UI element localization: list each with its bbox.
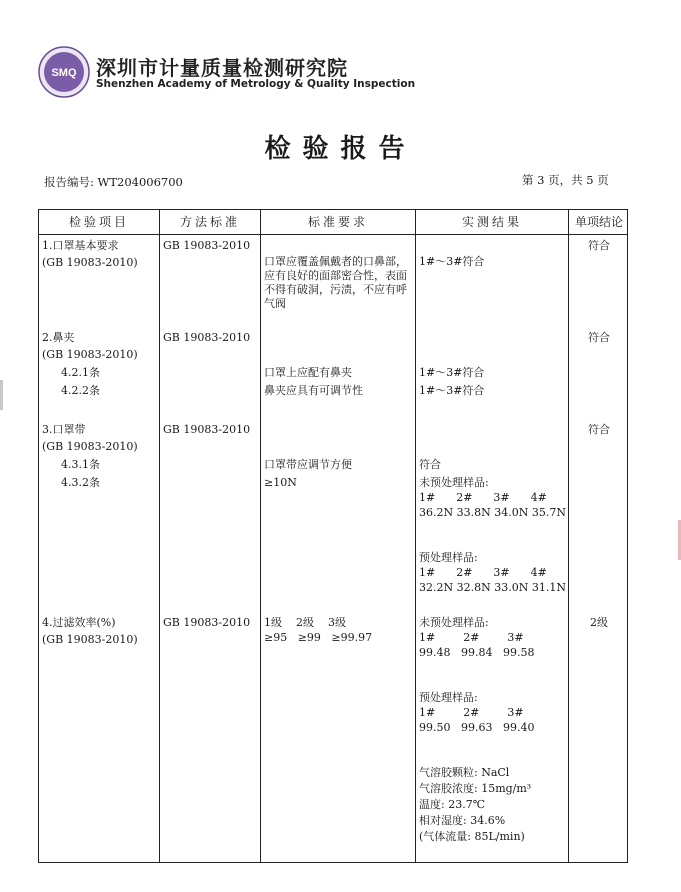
- row2-result-2: 1#～3#符合: [419, 384, 485, 397]
- row4-aerosol-particle: 气溶胶颗粒: NaCl: [419, 766, 510, 779]
- row3-unconditioned-values: 36.2N 33.8N 34.0N 35.7N: [419, 506, 566, 519]
- scan-mark: [0, 380, 3, 410]
- row4-conclusion: 2级: [590, 616, 608, 629]
- row2-method: GB 19083-2010: [163, 331, 251, 344]
- row4-conditioned-ids: 1# 2# 3#: [419, 706, 524, 719]
- row4-humidity: 相对湿度: 34.6%: [419, 814, 506, 827]
- row2-conclusion: 符合: [588, 331, 610, 344]
- column-divider: [159, 210, 160, 862]
- org-name-cn: 深圳市计量质量检测研究院: [96, 56, 348, 80]
- row3-clause-2: 4.3.2条: [61, 476, 100, 489]
- row3-conditioned-ids: 1# 2# 3# 4#: [419, 566, 547, 579]
- row3-item-title: 3.口罩带: [42, 423, 86, 436]
- row2-item-standard: (GB 19083-2010): [42, 348, 138, 361]
- row3-conditioned-values: 32.2N 32.8N 33.0N 31.1N: [419, 581, 566, 594]
- row2-clause-2: 4.2.2条: [61, 384, 100, 397]
- header-method: 方法标准: [179, 215, 240, 229]
- header-conclusion: 单项结论: [574, 215, 623, 229]
- row4-temperature: 温度: 23.7℃: [419, 798, 485, 811]
- header-item: 检验项目: [68, 215, 129, 229]
- row3-unconditioned-ids: 1# 2# 3# 4#: [419, 491, 547, 504]
- row1-requirement: 口罩应覆盖佩戴者的口鼻部，应有良好的面部密合性，表面不得有破洞，污渍，不应有呼气阀: [264, 255, 407, 310]
- row3-result-conform: 符合: [419, 458, 441, 471]
- row4-unconditioned-ids: 1# 2# 3#: [419, 631, 524, 644]
- row3-item-standard: (GB 19083-2010): [42, 440, 138, 453]
- row4-item-title: 4.过滤效率(%): [42, 616, 116, 629]
- row1-conclusion: 符合: [588, 239, 610, 252]
- row3-clause-1: 4.3.1条: [61, 458, 100, 471]
- column-divider: [415, 210, 416, 862]
- org-name-en: Shenzhen Academy of Metrology & Quality Inspection: [96, 78, 416, 90]
- row3-conditioned-label: 预处理样品:: [419, 551, 478, 564]
- row4-aerosol-concentration: 气溶胶浓度: 15mg/m³: [419, 782, 532, 795]
- header-result: 实测结果: [461, 215, 522, 229]
- row1-method: GB 19083-2010: [163, 239, 251, 252]
- row4-grade-labels: 1级 2级 3级: [264, 616, 346, 629]
- row1-result: 1#～3#符合: [419, 255, 485, 268]
- inspection-table: [38, 209, 628, 863]
- row2-requirement-1: 口罩上应配有鼻夹: [264, 366, 352, 379]
- row2-item-title: 2.鼻夹: [42, 331, 75, 344]
- row1-item-title: 1.口罩基本要求: [42, 239, 119, 252]
- row4-conditioned-values: 99.50 99.63 99.40: [419, 721, 535, 734]
- page-info: 第 3 页，共 5 页: [522, 173, 609, 187]
- smq-logo: [38, 46, 90, 98]
- row3-unconditioned-label: 未预处理样品:: [419, 476, 489, 489]
- row4-unconditioned-label: 未预处理样品:: [419, 616, 489, 629]
- header-requirement: 标准要求: [307, 215, 368, 229]
- row4-grade-thresholds: ≥95 ≥99 ≥99.97: [264, 631, 373, 644]
- row4-flow-rate: (气体流量: 85L/min): [419, 830, 525, 843]
- table-header: [39, 210, 627, 235]
- row3-method: GB 19083-2010: [163, 423, 251, 436]
- row4-conditioned-label: 预处理样品:: [419, 691, 478, 704]
- row2-result-1: 1#～3#符合: [419, 366, 485, 379]
- row4-item-standard: (GB 19083-2010): [42, 633, 138, 646]
- report-title: 检验报告: [264, 134, 417, 164]
- logo-text: SMQ: [51, 67, 77, 79]
- row2-requirement-2: 鼻夹应具有可调节性: [264, 384, 363, 397]
- row1-item-standard: (GB 19083-2010): [42, 256, 138, 269]
- report-number: 报告编号: WT204006700: [44, 175, 183, 189]
- row3-conclusion: 符合: [588, 423, 610, 436]
- row4-method: GB 19083-2010: [163, 616, 251, 629]
- column-divider: [568, 210, 569, 862]
- row2-clause-1: 4.2.1条: [61, 366, 100, 379]
- row3-requirement-1: 口罩带应调节方便: [264, 458, 352, 471]
- row3-requirement-2: ≥10N: [264, 476, 297, 489]
- column-divider: [260, 210, 261, 862]
- row4-unconditioned-values: 99.48 99.84 99.58: [419, 646, 535, 659]
